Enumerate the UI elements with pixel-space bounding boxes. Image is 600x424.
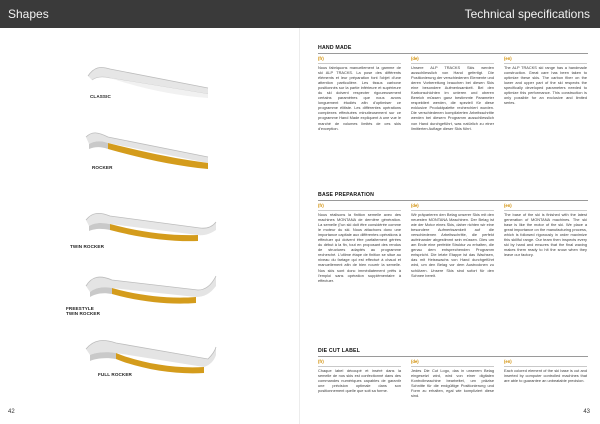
classic-ski-profile-illustration: [80, 58, 220, 108]
shape-full-rocker: [80, 333, 220, 383]
shape-label-rocker: ROCKER: [92, 165, 113, 170]
shape-classic: [80, 58, 220, 108]
lang-tag: (de): [411, 359, 419, 364]
hand-made-column-en: [504, 56, 587, 105]
lang-tag: (en): [504, 56, 512, 61]
left-header-bar: [0, 0, 300, 28]
shape-label-classic: CLASSIC: [90, 94, 111, 99]
body-text: Nous réalisons la finition semelle avec des machines MONTANA de dernière génération. La semelle (l'un ski doit être considérée comme le moteur du ski. Nous attachons donc une importance capitale aux différentes opérations à effectuer qui doivent être parfaitement gérées du début à la fin, tout en proposant des rendus de structures adaptés au programme recherché. L'ultime étape de finition se situe au niveau du fartage qui est effectué à chaud et manuellement afin de bien nourrir la semelle. Nos skis sont donc immédiatement prêts à l'emploi sans opération supplémentaire à effectuer.: [318, 212, 401, 283]
lang-divider: [318, 210, 401, 211]
section-title-die-cut-label: DIE CUT LABEL: [318, 348, 361, 354]
base-preparation-column-de: [411, 203, 494, 278]
lang-divider: [318, 63, 401, 64]
lang-divider: [411, 366, 494, 367]
freestyle-twin-rocker-ski-profile-illustration: [80, 268, 220, 318]
right-page-number: 43: [583, 409, 590, 415]
left-page-title: Shapes: [8, 7, 49, 21]
lang-divider: [411, 63, 494, 64]
shape-freestyle-twin-rocker: [66, 268, 220, 318]
shape-label-twin-rocker: TWIN ROCKER: [70, 244, 105, 249]
body-text: Unsere ALP TRACKS Skis werden ausschliesslich von Hand gefertigt. Die Positionierung der verschiedenen Elemente und deren Vorbereitung brauchen bei diesen Skis eine besondere Aufmerksamkeit. Bei den Karbonschichten im unteren und oberen Bereich müssen ganz bestimmte Parameter respektiert werden, die speziell für diese exklusive Produktpalette recherchiert wurden. Die verschiedenen komplizierten Arbeitsschritte werden bei diesem Programm ausschliesslich von Hand durchgeführt, was natürlich zu einer limitierten Auflage dieser Skis führt.: [411, 65, 494, 131]
die-cut-label-column-en: [504, 359, 587, 383]
section-title-base-preparation: BASE PREPARATION: [318, 192, 375, 198]
lang-tag: (fr): [318, 359, 324, 364]
body-text: Wir präparieren den Belag unserer Skis mit den neuesten MONTANA Maschinen. Der Belag ist wie der Motor eines Skis, daher richten wir eine besondere Aufmerksamkeit auf die verschiedenen Arbeitsschritte, die perfekt aufeinander abgestimmt sein müssen. Dies um am Ende eine perfekte Struktur zu erhalten, die genau dem entsprechenden Programm entspricht. Die letzte Etappe ist das Wachsen, das mit Heisswachs von Hand durchgeführt wird, um den Belag vor dem Austrocknen zu schützen. Unsere Skis sind sofort für den Schnee bereit.: [411, 212, 494, 278]
hand-made-column-fr: [318, 56, 401, 131]
shape-rocker: [80, 125, 220, 175]
body-text: Nous fabriquons manuellement la gamme de ski ALP TRACKS. La pose des différents éléments et leur préparation font l'objet d'une attention particulière. Les tissus carbone positionnés sur la partie inférieure et supérieure du ski doivent respecter rigoureusement certains paramètres que nous avons longuement étudiés afin d'optimiser ce programme élitiste. Les différentes opérations complexes effectuées minutieusement sur ce programme Hand Made expliquent à une vue le marché de volumes limités de ces skis d'exception.: [318, 65, 401, 131]
shape-label-full-rocker: FULL ROCKER: [98, 372, 132, 377]
body-text: Jedes Die Cut Logo, das in unserem Belag eingesetzt wird, wird von einer digitalen Kontrollmaschine bearbeitet, um präzise Schnitte für die endgültige Positionierung und Form zu erhalten, egal wie kompliziert diese sind.: [411, 368, 494, 399]
lang-tag: (en): [504, 359, 512, 364]
body-text: The base of the ski is finished with the latest generation of MONTANA machines. The ski base is like the motor of the ski. We place a great importance on the manufacturing process, which is followed rigorously in order maximize this skillful range. Our team then inspects every ski by hand and ensures that the final waxing makes them ready to hit the snow when they leave our factory.: [504, 212, 587, 258]
lang-tag: (fr): [318, 56, 324, 61]
right-page: [300, 28, 600, 424]
lang-divider: [504, 63, 587, 64]
lang-divider: [318, 366, 401, 367]
die-cut-label-column-de: [411, 359, 494, 398]
die-cut-label-column-fr: [318, 359, 401, 393]
lang-divider: [504, 210, 587, 211]
section-rule-hand-made: [318, 53, 588, 54]
lang-tag: (fr): [318, 203, 324, 208]
shape-twin-rocker: [70, 206, 220, 256]
body-text: Chaque label découpé et inséré dans la semelle de nos skis est confectionné dans des commandes numériques capables de garantir une précision optimale dans son positionnement quelle que soit sa forme.: [318, 368, 401, 394]
lang-tag: (en): [504, 203, 512, 208]
left-page-number: 42: [8, 409, 15, 415]
base-preparation-column-en: [504, 203, 587, 257]
body-text: Each colored element of the ski base is cut and inserted by computer controlled machines that are able to guarantee an unbeatable precision.: [504, 368, 587, 384]
lang-divider: [411, 210, 494, 211]
right-header-bar: [300, 0, 600, 28]
section-rule-die-cut-label: [318, 356, 588, 357]
left-page: [0, 28, 300, 424]
shape-label-freestyle-twin-rocker: FREESTYLE TWIN ROCKER: [66, 306, 101, 317]
hand-made-column-de: [411, 56, 494, 131]
lang-tag: (de): [411, 203, 419, 208]
lang-tag: (de): [411, 56, 419, 61]
lang-divider: [504, 366, 587, 367]
body-text: The ALP TRACKS ski range has a handmade construction. Great care has been taken to optimize these skis. The carbon fiber on the lower and upper part of the ski respects the specifically developed parameters needed to optimize this performance. This construction is only possible for an exclusive and limited series.: [504, 65, 587, 106]
base-preparation-column-fr: [318, 203, 401, 283]
section-rule-base-preparation: [318, 200, 588, 201]
section-title-hand-made: HAND MADE: [318, 45, 352, 51]
right-page-title: Technical specifications: [464, 7, 590, 21]
